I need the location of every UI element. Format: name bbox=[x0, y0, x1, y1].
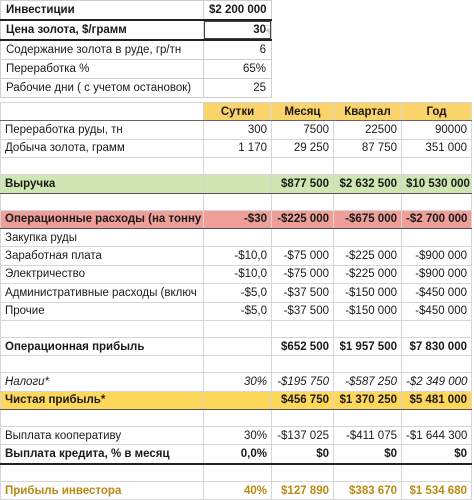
cell-month[interactable]: $456 750 bbox=[272, 391, 334, 409]
cell-year[interactable]: -$1 644 300 bbox=[402, 427, 472, 445]
row-admin-expenses bbox=[1, 284, 472, 302]
param-value[interactable]: 6 bbox=[204, 40, 272, 60]
cell-year[interactable]: $0 bbox=[402, 445, 472, 464]
header-quarter[interactable]: Квартал bbox=[334, 103, 402, 121]
cell-day[interactable]: 300 bbox=[204, 121, 272, 139]
cell-day[interactable]: -$5,0 bbox=[204, 302, 272, 320]
row-label[interactable]: Добыча золота, грамм bbox=[1, 139, 204, 157]
empty-cell[interactable] bbox=[272, 320, 334, 337]
cell-month[interactable]: $652 500 bbox=[272, 337, 334, 355]
cell-year[interactable]: -$900 000 bbox=[402, 265, 472, 283]
cell-day[interactable]: 30% bbox=[204, 427, 272, 445]
empty-cell[interactable] bbox=[272, 464, 334, 482]
cell-day[interactable]: 30% bbox=[204, 373, 272, 391]
cell-year[interactable]: -$2 349 000 bbox=[402, 373, 472, 391]
row-label[interactable]: Чистая прибыль* bbox=[1, 391, 204, 409]
row-coop-payment bbox=[1, 427, 472, 445]
cell-month[interactable] bbox=[272, 228, 334, 246]
cell-day[interactable]: 40% bbox=[204, 481, 272, 499]
cell-day[interactable] bbox=[204, 228, 272, 246]
cell-quarter[interactable]: -$675 000 bbox=[334, 210, 402, 228]
financial-table bbox=[0, 102, 472, 500]
row-investor-profit bbox=[1, 481, 472, 499]
empty-cell[interactable] bbox=[272, 158, 334, 175]
empty-cell[interactable] bbox=[204, 410, 272, 427]
cell-quarter[interactable]: -$150 000 bbox=[334, 284, 402, 302]
cell-year[interactable]: 90000 bbox=[402, 121, 472, 139]
cell-quarter[interactable]: $1 370 250 bbox=[334, 391, 402, 409]
parameters-table bbox=[0, 0, 272, 98]
header-row bbox=[1, 103, 472, 121]
row-label[interactable]: Операционные расходы (на тонну bbox=[1, 210, 204, 228]
cell-quarter[interactable]: $0 bbox=[334, 445, 402, 464]
row-net-profit bbox=[1, 391, 472, 409]
param-value[interactable]: 65% bbox=[204, 60, 272, 79]
cell-quarter[interactable]: -$225 000 bbox=[334, 247, 402, 265]
cell-year[interactable]: $7 830 000 bbox=[402, 337, 472, 355]
row-label[interactable]: Выплата кооперативу bbox=[1, 427, 204, 445]
cell-month[interactable]: -$225 000 bbox=[272, 210, 334, 228]
cell-year[interactable]: $1 534 680 bbox=[402, 481, 472, 499]
param-value[interactable]: $2 200 000 bbox=[204, 1, 272, 21]
row-taxes bbox=[1, 373, 472, 391]
cell-quarter[interactable]: -$225 000 bbox=[334, 265, 402, 283]
cell-year[interactable]: -$450 000 bbox=[402, 302, 472, 320]
empty-cell[interactable] bbox=[204, 356, 272, 373]
param-label[interactable]: Содержание золота в руде, гр/тн bbox=[1, 40, 204, 60]
cell-month[interactable]: $127 890 bbox=[272, 481, 334, 499]
param-label[interactable]: Переработка % bbox=[1, 60, 204, 79]
header-blank bbox=[1, 103, 204, 121]
cell-month[interactable]: -$75 000 bbox=[272, 265, 334, 283]
row-salary bbox=[1, 247, 472, 265]
cell-year[interactable]: -$450 000 bbox=[402, 284, 472, 302]
row-label[interactable]: Электричество bbox=[1, 265, 204, 283]
row-label[interactable]: Заработная плата bbox=[1, 247, 204, 265]
param-row-gold-content bbox=[1, 40, 272, 60]
empty-cell[interactable] bbox=[272, 356, 334, 373]
cell-day[interactable] bbox=[204, 391, 272, 409]
cell-quarter[interactable] bbox=[334, 228, 402, 246]
cell-month[interactable]: -$195 750 bbox=[272, 373, 334, 391]
cell-day[interactable]: -$5,0 bbox=[204, 284, 272, 302]
cell-quarter[interactable]: $383 670 bbox=[334, 481, 402, 499]
param-row-working-days bbox=[1, 79, 272, 98]
cell-quarter[interactable]: -$411 075 bbox=[334, 427, 402, 445]
cell-day[interactable]: -$30 bbox=[204, 210, 272, 228]
empty-cell[interactable] bbox=[272, 410, 334, 427]
cell-day[interactable]: 1 170 bbox=[204, 139, 272, 157]
param-label[interactable]: Цена золота, $/грамм bbox=[1, 20, 204, 40]
cell-day[interactable] bbox=[204, 337, 272, 355]
blank-row bbox=[1, 320, 472, 337]
cell-quarter[interactable]: -$150 000 bbox=[334, 302, 402, 320]
cell-quarter[interactable]: $2 632 500 bbox=[334, 175, 402, 193]
row-label[interactable]: Переработка руды, тн bbox=[1, 121, 204, 139]
empty-cell[interactable] bbox=[1, 356, 204, 373]
cell-year[interactable]: $10 530 000 bbox=[402, 175, 472, 193]
param-row-investments bbox=[1, 1, 272, 21]
blank-row bbox=[1, 158, 472, 175]
cell-year[interactable]: -$900 000 bbox=[402, 247, 472, 265]
cell-day[interactable]: -$10,0 bbox=[204, 247, 272, 265]
empty-cell[interactable] bbox=[1, 410, 204, 427]
empty-cell[interactable] bbox=[334, 356, 402, 373]
empty-cell[interactable] bbox=[1, 320, 204, 337]
row-ore-purchase bbox=[1, 228, 472, 246]
cell-month[interactable]: -$37 500 bbox=[272, 302, 334, 320]
blank-row bbox=[1, 356, 472, 373]
empty-cell[interactable] bbox=[1, 193, 204, 210]
cell-month[interactable]: $877 500 bbox=[272, 175, 334, 193]
param-row-processing bbox=[1, 60, 272, 79]
cell-year[interactable]: $5 481 000 bbox=[402, 391, 472, 409]
empty-cell[interactable] bbox=[402, 410, 472, 427]
row-label[interactable]: Прибыль инвестора bbox=[1, 481, 204, 499]
empty-cell[interactable] bbox=[334, 464, 402, 482]
row-other bbox=[1, 302, 472, 320]
empty-cell[interactable] bbox=[402, 193, 472, 210]
cell-month[interactable]: -$37 500 bbox=[272, 284, 334, 302]
cell-day[interactable]: 0,0% bbox=[204, 445, 272, 464]
param-value-selected-cell[interactable]: 30 bbox=[204, 20, 272, 40]
row-operating-profit bbox=[1, 337, 472, 355]
empty-cell[interactable] bbox=[204, 464, 272, 482]
row-label[interactable]: Налоги* bbox=[1, 373, 204, 391]
cell-year[interactable] bbox=[402, 228, 472, 246]
cell-month[interactable]: 29 250 bbox=[272, 139, 334, 157]
cell-quarter[interactable]: 22500 bbox=[334, 121, 402, 139]
header-year[interactable]: Год bbox=[402, 103, 472, 121]
row-label[interactable]: Выручка bbox=[1, 175, 204, 193]
empty-cell[interactable] bbox=[1, 464, 204, 482]
empty-cell[interactable] bbox=[334, 193, 402, 210]
row-operating-expenses bbox=[1, 210, 472, 228]
empty-cell[interactable] bbox=[402, 320, 472, 337]
blank-row bbox=[1, 193, 472, 210]
param-value[interactable]: 25 bbox=[204, 79, 272, 98]
row-label[interactable]: Прочие bbox=[1, 302, 204, 320]
empty-cell[interactable] bbox=[402, 356, 472, 373]
empty-cell[interactable] bbox=[402, 464, 472, 482]
param-label[interactable]: Инвестиции bbox=[1, 1, 204, 21]
header-month[interactable]: Месяц bbox=[272, 103, 334, 121]
cell-month[interactable]: -$137 025 bbox=[272, 427, 334, 445]
empty-cell[interactable] bbox=[204, 193, 272, 210]
cell-month[interactable]: 7500 bbox=[272, 121, 334, 139]
cell-day[interactable] bbox=[204, 175, 272, 193]
empty-cell[interactable] bbox=[204, 158, 272, 175]
empty-cell[interactable] bbox=[204, 320, 272, 337]
row-gold-mining bbox=[1, 139, 472, 157]
cell-quarter[interactable]: $1 957 500 bbox=[334, 337, 402, 355]
row-label[interactable]: Закупка руды bbox=[1, 228, 204, 246]
cell-quarter[interactable]: -$587 250 bbox=[334, 373, 402, 391]
row-ore-processing bbox=[1, 121, 472, 139]
blank-row bbox=[1, 410, 472, 427]
empty-cell[interactable] bbox=[402, 158, 472, 175]
row-label[interactable]: Выплата кредита, % в месяц bbox=[1, 445, 204, 464]
row-label[interactable]: Административные расходы (включ bbox=[1, 284, 204, 302]
param-row-gold-price bbox=[1, 20, 272, 40]
empty-cell[interactable] bbox=[1, 158, 204, 175]
row-label[interactable]: Операционная прибыль bbox=[1, 337, 204, 355]
empty-cell[interactable] bbox=[334, 158, 402, 175]
mouse-cursor-icon: ☟ bbox=[264, 23, 272, 37]
blank-row bbox=[1, 464, 472, 482]
row-revenue bbox=[1, 175, 472, 193]
empty-cell[interactable] bbox=[272, 193, 334, 210]
cell-quarter[interactable]: 87 750 bbox=[334, 139, 402, 157]
row-electricity bbox=[1, 265, 472, 283]
empty-cell[interactable] bbox=[334, 320, 402, 337]
header-day[interactable]: Сутки bbox=[204, 103, 272, 121]
cell-day[interactable]: -$10,0 bbox=[204, 265, 272, 283]
cell-month[interactable]: $0 bbox=[272, 445, 334, 464]
cell-year[interactable]: 351 000 bbox=[402, 139, 472, 157]
cell-year[interactable]: -$2 700 000 bbox=[402, 210, 472, 228]
row-loan-payment bbox=[1, 445, 472, 464]
param-label[interactable]: Рабочие дни ( с учетом остановок) bbox=[1, 79, 204, 98]
empty-cell[interactable] bbox=[334, 410, 402, 427]
cell-month[interactable]: -$75 000 bbox=[272, 247, 334, 265]
